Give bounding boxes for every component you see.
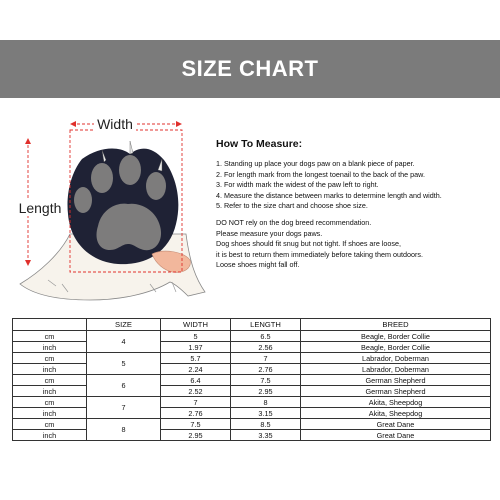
measure-step: 3. For width mark the widest of the paw left to right. <box>216 180 379 190</box>
fit-note: Dog shoes should fit snug but not tight. If shoes are loose, <box>216 239 401 249</box>
table-row <box>13 419 491 430</box>
length-cell: 2.95 <box>231 386 301 397</box>
size-cell: 4 <box>87 331 161 353</box>
fit-note: Please measure your dogs paws. <box>216 228 323 238</box>
length-cell: 3.15 <box>231 408 301 419</box>
length-cell: 7 <box>231 353 301 364</box>
breed-cell: German Shepherd <box>301 386 491 397</box>
size-cell: 7 <box>87 397 161 419</box>
header-length: LENGTH <box>231 319 301 331</box>
paw-diagram-graphic <box>0 104 210 309</box>
length-cell: 7.5 <box>231 375 301 386</box>
unit-cell: inch <box>13 342 87 353</box>
title-banner <box>0 40 500 98</box>
header-width: WIDTH <box>161 319 231 331</box>
width-cell: 1.97 <box>161 342 231 353</box>
width-cell: 2.52 <box>161 386 231 397</box>
width-cell: 5.7 <box>161 353 231 364</box>
breed-cell: Great Dane <box>301 430 491 441</box>
table-row <box>13 408 491 419</box>
length-label: Length <box>18 200 62 216</box>
table-header-row <box>13 319 491 331</box>
unit-cell: cm <box>13 419 87 430</box>
table-row <box>13 342 491 353</box>
measure-step: 2. For length mark from the longest toenail to the back of the paw. <box>216 169 425 179</box>
width-cell: 2.24 <box>161 364 231 375</box>
measure-step: 5. Refer to the size chart and choose shoe size. <box>216 201 368 211</box>
breed-cell: Beagle, Border Collie <box>301 342 491 353</box>
table-row <box>13 397 491 408</box>
unit-cell: inch <box>13 430 87 441</box>
measure-step: 4. Measure the distance between marks to determine length and width. <box>216 190 442 200</box>
unit-cell: inch <box>13 386 87 397</box>
header-unit <box>13 319 87 331</box>
unit-cell: inch <box>13 364 87 375</box>
table-row <box>13 331 491 342</box>
page-title: SIZE CHART <box>181 56 319 81</box>
how-to-measure-section <box>216 138 498 271</box>
length-cell: 6.5 <box>231 331 301 342</box>
width-cell: 2.76 <box>161 408 231 419</box>
paw-measure-diagram <box>0 104 210 309</box>
measure-step: 1. Standing up place your dogs paw on a blank piece of paper. <box>216 159 415 168</box>
width-cell: 5 <box>161 331 231 342</box>
unit-cell: inch <box>13 408 87 419</box>
length-cell: 8.5 <box>231 419 301 430</box>
how-to-measure-title: How To Measure: <box>216 138 303 150</box>
breed-cell: Akita, Sheepdog <box>301 408 491 419</box>
size-cell: 8 <box>87 419 161 441</box>
width-cell: 7.5 <box>161 419 231 430</box>
fit-notes <box>216 218 498 271</box>
size-chart-table <box>12 318 491 441</box>
breed-cell: Great Dane <box>301 419 491 430</box>
fit-note: Loose shoes might fall off. <box>216 260 300 270</box>
breed-cell: Labrador, Doberman <box>301 353 491 364</box>
length-cell: 2.56 <box>231 342 301 353</box>
width-cell: 2.95 <box>161 430 231 441</box>
table-row <box>13 375 491 386</box>
breed-cell: Beagle, Border Collie <box>301 331 491 342</box>
fit-note: it is best to return them immediately before taking them outdoors. <box>216 249 423 259</box>
size-cell: 5 <box>87 353 161 375</box>
size-cell: 6 <box>87 375 161 397</box>
table-row <box>13 386 491 397</box>
header-size: SIZE <box>87 319 161 331</box>
unit-cell: cm <box>13 353 87 364</box>
width-cell: 7 <box>161 397 231 408</box>
measure-steps-list <box>216 159 498 212</box>
unit-cell: cm <box>13 397 87 408</box>
breed-cell: Labrador, Doberman <box>301 364 491 375</box>
breed-cell: German Shepherd <box>301 375 491 386</box>
table-row <box>13 364 491 375</box>
length-cell: 2.76 <box>231 364 301 375</box>
unit-cell: cm <box>13 375 87 386</box>
table-row <box>13 430 491 441</box>
unit-cell: cm <box>13 331 87 342</box>
header-breed: BREED <box>301 319 491 331</box>
breed-cell: Akita, Sheepdog <box>301 397 491 408</box>
length-cell: 3.35 <box>231 430 301 441</box>
fit-note: DO NOT rely on the dog breed recommendation. <box>216 217 372 227</box>
width-cell: 6.4 <box>161 375 231 386</box>
table-row <box>13 353 491 364</box>
width-label: Width <box>97 116 133 132</box>
length-cell: 8 <box>231 397 301 408</box>
